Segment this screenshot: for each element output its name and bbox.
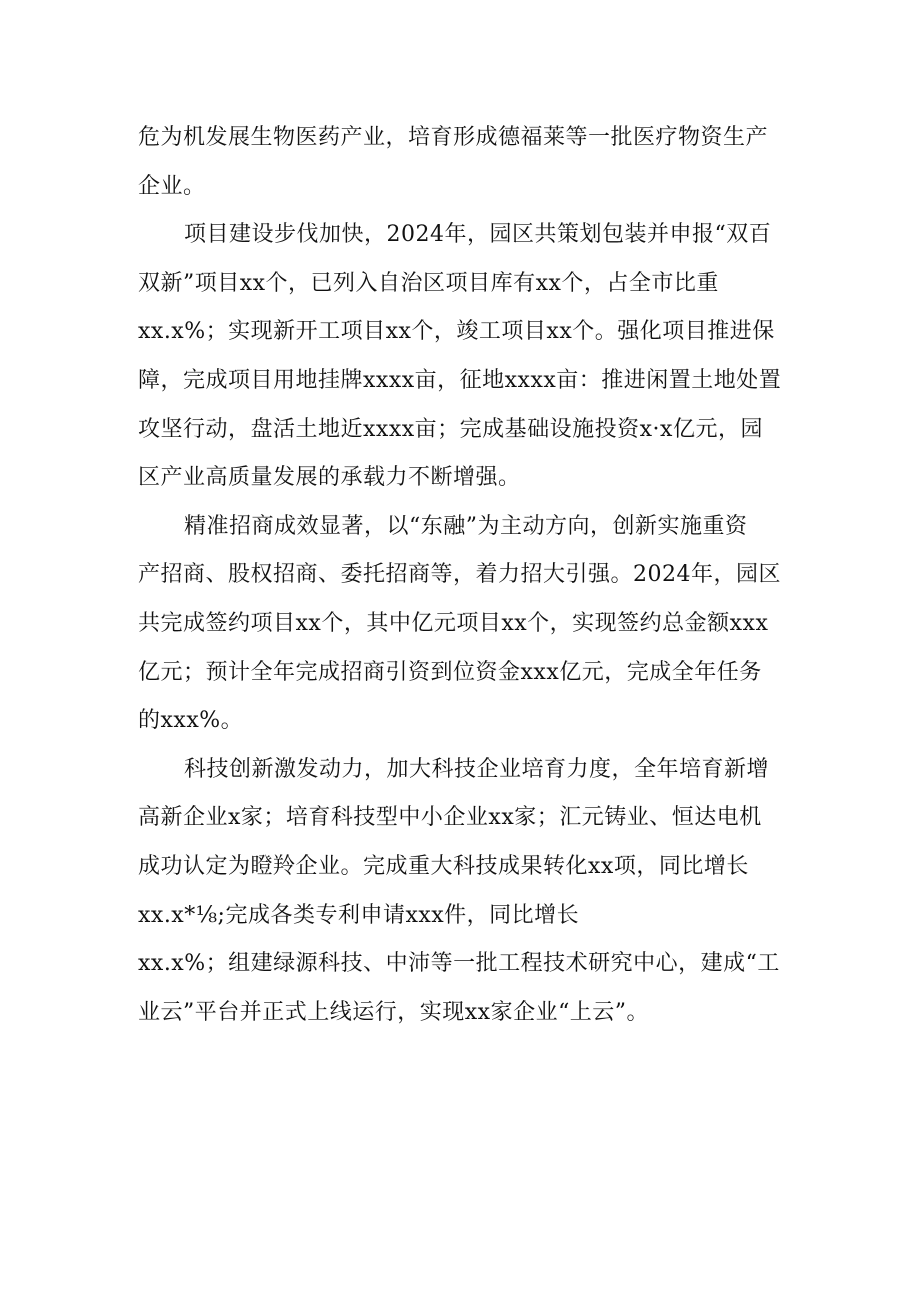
text-line: 危为机发展生物医药产业，培育形成德福莱等一批医疗物资生产 — [138, 125, 769, 150]
text-line: 业云”平台并正式上线运行，实现xx家企业“上云”。 — [138, 999, 650, 1025]
text-line: 亿元；预计全年完成招商引资到位资金xxx亿元，完成全年任务 — [138, 659, 762, 685]
text-line: 双新”项目xx个，已列入自治区项目库有xx个，占全市比重 — [138, 270, 719, 296]
text-line: 产招商、股权招商、委托招商等，着力招大引强。2024年，园区 — [138, 562, 781, 588]
paragraph-project-construction — [138, 211, 788, 503]
text-line: 的xxx%。 — [138, 708, 244, 734]
text-line: 高新企业x家；培育科技型中小企业xx家；汇元铸业、恒达电机 — [138, 805, 762, 831]
body-text — [138, 114, 788, 1037]
text-line: 科技创新激发动力，加大科技企业培育力度，全年培育新增 — [184, 756, 770, 782]
text-line: 精准招商成效显著，以“东融”为主动方向，创新实施重资 — [184, 513, 748, 539]
text-line: 障，完成项目用地挂牌xxxx亩，征地xxxx亩：推进闲置土地处置 — [138, 367, 782, 393]
text-line: 项目建设步伐加快，2024年，园区共策划包装并申报“双百 — [184, 222, 772, 248]
text-line: xx.x*⅛;完成各类专利申请xxx件，同比增长 — [138, 902, 580, 928]
text-line: xx.x%；组建绿源科技、中沛等一批工程技术研究中心，建成“工 — [138, 951, 780, 977]
paragraph-biomedical — [138, 114, 788, 211]
text-line: 共完成签约项目xx个，其中亿元项目xx个，实现签约总金额xxx — [138, 610, 769, 636]
text-line: xx.x%；实现新开工项目xx个，竣工项目xx个。强化项目推进保 — [138, 319, 775, 345]
paragraph-investment-promotion — [138, 503, 788, 746]
text-line: 企业。 — [138, 173, 206, 199]
text-line: 成功认定为瞪羚企业。完成重大科技成果转化xx项，同比增长 — [138, 853, 749, 879]
paragraph-tech-innovation — [138, 746, 788, 1038]
text-line: 区产业高质量发展的承载力不断增强。 — [138, 465, 521, 491]
text-line: 攻坚行动，盘活土地近xxxx亩；完成基础设施投资x·x亿元，园 — [138, 416, 763, 442]
